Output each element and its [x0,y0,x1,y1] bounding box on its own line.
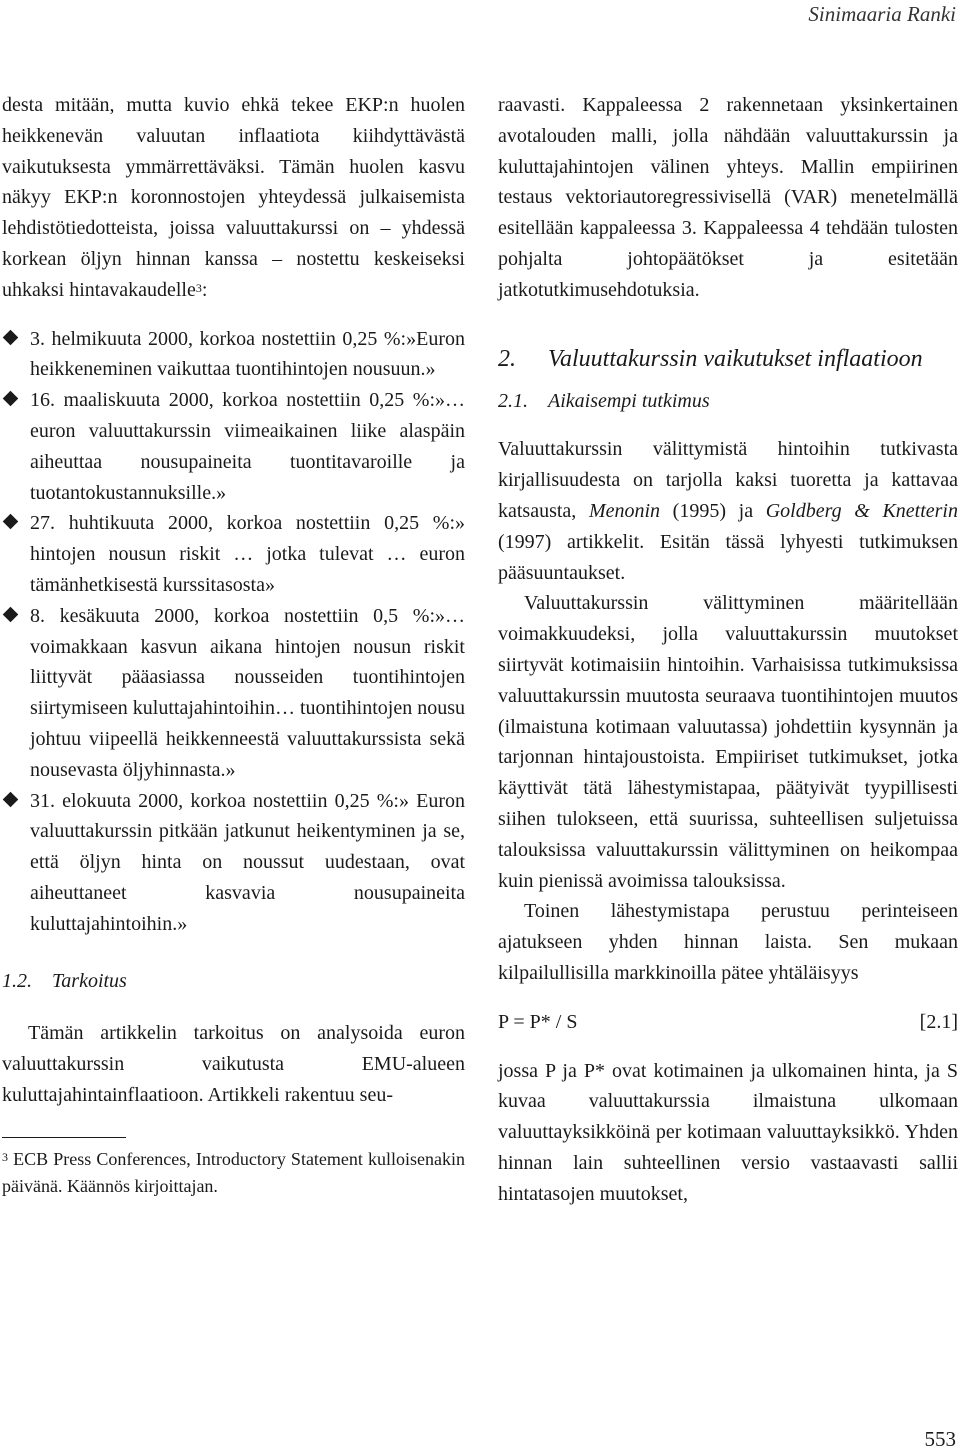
running-head-author: Sinimaaria Ranki [808,2,956,26]
right-column [498,90,958,1210]
footnote-divider [2,1137,126,1138]
law-of-one-price-paragraph: Toinen lähestymistapa perustuu perinteiseen ajatukseen yhden hinnan laista. Sen mukaan kilpailullisilla markkinoilla pätee yhtäläisyys [498,900,958,984]
list-item [2,786,465,940]
subsection-title: Aikaisempi tutkimus [548,389,710,412]
section-number: 2. [498,345,516,372]
right-intro-paragraph: raavasti. Kappaleessa 2 rakennetaan yksinkertainen avotalouden malli, jolla nähdään valuuttakurssin ja kuluttajahintojen välinen yhteys. Mallin empiirinen testaus vektoriautoregressivisellä (VAR) menetelmällä esitellään kappaleessa 3. Kappaleessa 4 tehdään tulosten pohjalta johtopäätökset ja esitetään jatkotutkimusehdotuksia. [498,94,958,301]
subsection-heading-purpose [2,966,465,997]
section-heading [498,344,958,374]
equation-label: [2.1] [919,1010,958,1033]
literature-paragraph [498,434,958,588]
subsection-heading-previous-research [498,386,958,417]
reference-menon: Menonin [588,499,661,522]
list-item [2,508,465,600]
list-item-text: 16. maaliskuuta 2000, korkoa nostettiin 0,25 %:»… euron valuuttakurssin viimeaikainen liike alaspäin aiheuttaa nousupaineita tuontitavaroille ja tuotantokustannuksille.» [30,389,465,504]
diamond-bullet-icon [3,391,19,407]
reference-goldberg-knetter: Goldberg & Knetterin [765,499,958,522]
literature-text-c: (1997) artikkelit. Esitän tässä lyhyesti tutkimuksen pääsuuntaukset. [498,530,958,584]
list-item-text: 8. kesäkuuta 2000, korkoa nostettiin 0,5 %:»… voimakkaan kasvun aikana hintojen nousun riskit liittyvät pääasiassa nousseiden tuontihintojen siirtymiseen kuluttajahintoihin… tuontihintojen nousu johtuu viipeellä heikkenneestä valuuttakurssista sekä nousevasta öljyhinnasta.» [30,604,465,781]
purpose-paragraph: Tämän artikkelin tarkoitus on analysoida euron valuuttakurssin vaikutusta EMU-alueen kuluttajahintainflaatioon. Artikkeli rakentuu seu- [2,1022,465,1106]
literature-text-b: (1995) ja [660,499,766,522]
page-number: 553 [924,1427,956,1451]
pass-through-paragraph: Valuuttakurssin välittyminen määritellään voimakkuudeksi, jolla valuuttakurssin muutokset siirtyvät kotimaisiin hintoihin. Varhaisissa tutkimuksissa valuuttakurssin muutosta seuraava tuontihintojen muutos (ilmaistuna kotimaan valuutassa) johdettiin kysynnän ja tarjonnan hintajoustoista. Empiiriset tutkimukset, jotka käyttivät tätä lähestymistapaa, päätyivät tyypillisesti siihen tulokseen, että suurissa, suhteellisen suljetuissa talouksissa valuuttakurssin välittyminen on heikompaa kuin pienissä avoimissa talouksissa. [498,592,958,892]
equation [498,1007,958,1038]
press-quote-list [2,324,465,940]
diamond-bullet-icon [3,791,19,807]
equation-formula: P = P* / S [498,1010,578,1033]
list-item-text: 3. helmikuuta 2000, korkoa nostettiin 0,25 %:»Euron heikkeneminen vaikuttaa tuontihintojen nousuun.» [30,327,465,381]
list-item [2,324,465,386]
footnote-text: ECB Press Conferences, Introductory Statement kulloisenakin päivänä. Käännös kirjoittajan. [2,1148,466,1196]
subsection-number: 1.2. [2,969,32,992]
equation-explanation-paragraph: jossa P ja P* ovat kotimainen ja ulkomainen hinta, ja S kuvaa valuuttakurssia ilmaistuna ulkomaan valuuttayksikköinä per kotimaan valuuttayksikkö. Yhden hinnan lain suhteellinen versio vastaavasti sallii hintatasojen muutokset, [498,1059,958,1205]
subsection-number: 2.1. [498,389,528,412]
footnote [2,1146,465,1200]
list-item-text: 27. huhtikuuta 2000, korkoa nostettiin 0,25 %:» hintojen nousun riskit … jotka tulevat … euron tämänhetkisestä kurssitasosta» [30,512,465,596]
subsection-title: Tarkoitus [52,969,127,992]
left-intro-colon: : [201,278,208,301]
list-item [2,385,465,508]
footnote-reference: 3 [195,280,202,295]
list-item-text: 31. elokuuta 2000, korkoa nostettiin 0,25 %:» Euron valuuttakurssin pitkään jatkunut heikentyminen ja se, että öljyn hinta on noussut uudestaan, ovat aiheuttaneet kasvavia nousupaineita kuluttajahintoihin.» [30,789,465,935]
list-item [2,601,465,786]
footnote-mark: 3 [2,1149,8,1164]
left-intro-text: desta mitään, mutta kuvio ehkä tekee EKP:n huolen heikkenevän valuutan inflaatiota kiihdyttävästä vaikutuksesta ymmärrettäväksi. Tämän huolen kasvu näkyy EKP:n koronnostojen yhteydessä julkaisemista lehdistötiedotteista, joissa valuuttakurssi on – yhdessä korkean öljyn hinnan kanssa – nostettu keskeiseksi uhkaksi hintavakaudelle [2,94,465,301]
literature-text-a: Valuuttakurssin välittymistä hintoihin tutkivasta kirjallisuudesta on tarjolla kaksi tuoretta ja kattavaa katsausta, [498,438,958,522]
left-intro-paragraph [2,90,465,306]
diamond-bullet-icon [3,514,19,530]
diamond-bullet-icon [3,606,19,622]
diamond-bullet-icon [3,329,19,345]
section-title: Valuuttakurssin vaikutukset inflaatioon [548,345,923,372]
left-column [2,90,465,1200]
